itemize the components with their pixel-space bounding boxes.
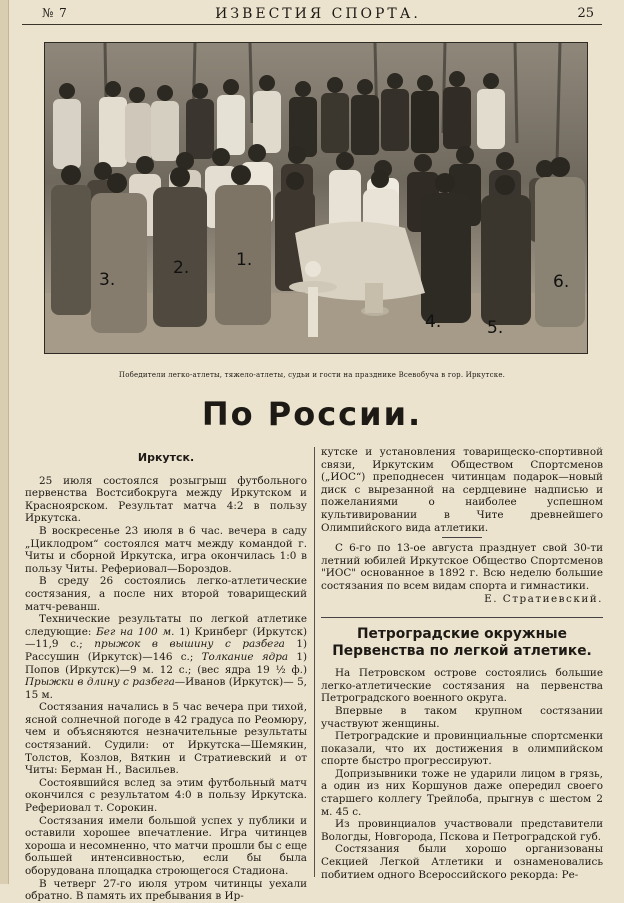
- paragraph: С 6-го по 13-ое августа празднует свой 30-ти летний юбилей Иркутское Общество Спортсменов "ИОС" основанное в 1892 г. Всю неделю большие состязания по всем видам спорта и гимнастики.: [321, 542, 603, 592]
- section-title: По России.: [201, 395, 423, 433]
- paragraph: Состязания начались в 5 час вечера при тихой, ясной солнечной погоде в 42 градуса по Реомюру, чем и объясняются незначительные результаты состязаний. Судили: от Иркутска—Шемякин, Толстов, Козлов, Вяткин и Стратиевский и от Читы: Берман Н., Васильев.: [25, 701, 307, 777]
- paragraph: Состязания были хорошо организованы Секцией Легкой Атлетики и ознаменовались побитием одного Всероссийского рекорда: Ре-: [321, 843, 603, 881]
- paragraph: Состязания имели большой успех у публики и оставили хорошее впечатление. Игра читинцев хороша и несомненно, что матчи прошли бы с еще большей интенсивностью, если бы была оборудована площадка строющегося Стадиона.: [25, 814, 307, 877]
- petrograd-heading: Петроградские окружные Первенства по легкой атлетике.: [332, 626, 592, 660]
- paragraph: кутске и установления товарищеско-спортивной связи, Иркутским Обществом Спортсменов („ИОС“) преподнесен читинцам подарок—новый диск с вырезанной на сердцевине надписью и пожеланиями о наиболее успешном культивировании в Чите древнейшего Олимпийского вида атлетики.: [321, 446, 603, 534]
- text-run-italic: прыжок в вышину с разбега: [94, 638, 285, 651]
- section-divider: [321, 617, 603, 618]
- paragraph-results: [25, 613, 307, 701]
- header-rule: [22, 24, 602, 25]
- text-run-italic: Бег на 100 м.: [96, 625, 175, 638]
- photo-number-4: 4.: [425, 312, 442, 332]
- paragraph: Состоявшийся вслед за этим футбольный матч окончился с результатом 4:0 в пользу Иркутска. Рефериовал т. Сорокин.: [25, 776, 307, 815]
- text-run-italic: Прыжки в длину с разбега: [25, 676, 175, 689]
- text-run: 1) Рассушин (Иркутск)—146 с.;: [25, 638, 307, 663]
- paragraph: Допризывники тоже не ударили лицом в грязь, а один из них Коршунов даже опередил своего старшего коллегу Трейлоба, прыгнув с шестом 2 м. 45 с.: [321, 767, 603, 818]
- text-run: 1) Кринберг (Иркутск) —11,9 с.;: [25, 625, 308, 651]
- author-signature: Е. Стратиевский.: [484, 592, 603, 605]
- group-photograph: [44, 42, 588, 354]
- text-run-italic: Толкание ядра: [201, 650, 289, 663]
- paragraph: В среду 26 состоялись легко-атлетические состязания, а после них второй товарищеский матч-реванш.: [25, 575, 307, 613]
- page-binding-edge: [0, 0, 9, 884]
- text-run: —Иванов (Иркутск)— 5, 15 м.: [25, 676, 307, 701]
- page-number: 25: [577, 6, 594, 21]
- column-divider: [314, 447, 315, 877]
- paragraph: Петроградские и провинциальные спортсменки показали, что их достижения в олимпийском спорте быстро прогрессируют.: [321, 730, 603, 768]
- running-header: [22, 6, 614, 24]
- photo-number-3: 3.: [99, 270, 116, 290]
- paragraph: 25 июля состоялся розыгрыш футбольного первенства Востсибокруга между Иркутском и Красноярском. Результат матча 4:2 в пользу Иркутска.: [25, 474, 307, 525]
- paragraph: На Петровском острове состоялись большие легко-атлетические состязания на первенства Петроградского военного округа.: [321, 667, 603, 705]
- short-divider: [442, 537, 482, 538]
- magazine-title: ИЗВЕСТИЯ СПОРТА.: [215, 6, 421, 22]
- photo-number-6: 6.: [553, 272, 570, 292]
- left-column: [25, 446, 307, 903]
- photo-number-5: 5.: [487, 318, 504, 338]
- paragraph: В воскресенье 23 июля в 6 час. вечера в саду „Циклодром“ состоялся матч между командой г. Читы и сборной Иркутска, игра окончилась 1:0 в пользу Читы. Рефериовал—Бороздов.: [25, 524, 307, 575]
- irkutsk-heading: Иркутск.: [137, 451, 195, 464]
- paragraph: Из провинциалов участвовали представители Вологды, Новгорода, Пскова и Петроградской губ.: [321, 818, 603, 843]
- photo-number-2: 2.: [173, 258, 190, 278]
- photo-number-1: 1.: [236, 250, 253, 270]
- photo-caption: Победители легко-атлеты, тяжело-атлеты, судьи и гости на празднике Всевобуча в гор. Иркутске.: [118, 371, 506, 379]
- paragraph: Впервые в таком крупном состязании участвуют женщины.: [321, 704, 603, 730]
- paragraph: В четверг 27-го июля утром читинцы уехали обратно. В память их пребывания в Ир-: [25, 877, 307, 903]
- issue-number: № 7: [42, 6, 68, 20]
- text-run: 1) Попов (Иркутск)—9 м. 12 с.; (вес ядра 19 ½ ф.): [25, 650, 307, 676]
- right-column: [321, 446, 603, 881]
- text-run: Технические результаты по легкой атлетике следующие:: [25, 613, 307, 638]
